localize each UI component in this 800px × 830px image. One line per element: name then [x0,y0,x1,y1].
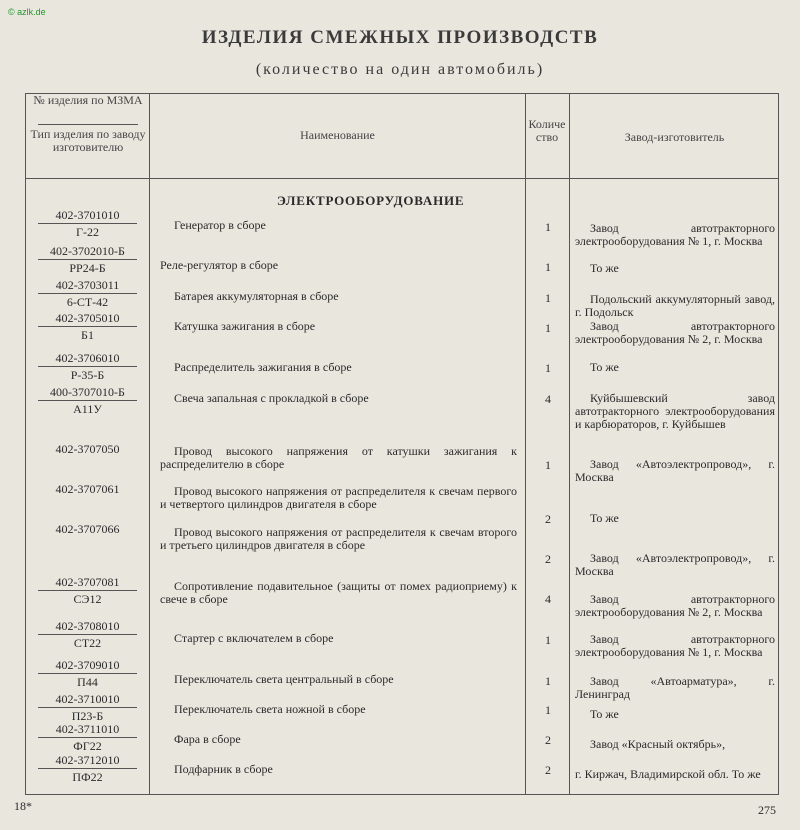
item-qty: 1 [545,220,551,234]
header-maker: Завод-изготовитель [624,130,725,144]
column-divider [569,93,570,795]
section-heading: ЭЛЕКТРООБОРУДОВАНИЕ [277,193,465,208]
item-maker: Завод «Автоэлектропровод», г. Москва [575,551,775,578]
item-qty: 1 [545,321,551,335]
item-name: Стартер с включателем в сборе [174,631,334,645]
item-name: Свеча запальная с прокладкой в сборе [174,391,369,405]
item-qty: 1 [545,633,551,647]
table-row: 402-3710010 П23-Б [30,692,145,723]
table-row: 402-3707081 СЭ12 [30,575,145,606]
table-row: 400-3707010-Б А11У [30,385,145,416]
column-divider [525,93,526,795]
item-qty: 1 [545,361,551,375]
table-row: 402-3702010-Б РР24-Б [30,244,145,275]
item-maker: То же [590,261,619,275]
item-qty: 1 [545,703,551,717]
item-maker: То же [590,707,619,721]
item-name: Катушка зажигания в сборе [174,319,316,333]
table-row: 402-3703011 6-СТ-42 [30,278,145,309]
item-qty: 4 [545,392,551,406]
item-name: Батарея аккумуляторная в сборе [174,289,339,303]
table-row: 402-3708010 СТ22 [30,619,145,650]
item-name: Подфарник в сборе [174,762,273,776]
item-qty: 1 [545,291,551,305]
table-row: 402-3707061 [55,482,120,496]
item-maker: Завод автотракторного электрооборудования № 1, г. Москва [575,632,775,659]
item-qty: 1 [545,458,551,472]
item-name: Распределитель зажигания в сборе [174,360,352,374]
header-type: Тип изделия по заводу изготовителю [30,127,146,154]
table-row: 402-3711010 ФГ22 [30,722,145,753]
item-qty: 4 [545,592,551,606]
header-name: Наименование [300,128,375,142]
table-row: 402-3709010 П44 [30,658,145,689]
item-maker: Завод автотракторного электрооборудования № 2, г. Москва [575,592,775,619]
item-name: Генератор в сборе [174,218,266,232]
header-divider [25,178,779,179]
watermark: © azlk.de [8,7,46,17]
footer-signature: 18* [14,799,32,813]
item-maker: Завод автотракторного электрооборудования № 2, г. Москва [575,319,775,346]
item-qty: 2 [545,763,551,777]
item-qty: 2 [545,512,551,526]
item-name: Сопротивление подавительное (защиты от помех радиоприему) к свече в сборе [160,579,517,606]
item-qty: 1 [545,674,551,688]
item-qty: 2 [545,552,551,566]
page-number: 275 [758,803,776,817]
item-maker: Куйбышевский завод автотракторного электрооборудования и карбюраторов, г. Куйбышев [575,391,775,431]
item-qty: 2 [545,733,551,747]
table-row: 402-3705010 Б1 [30,311,145,342]
header-subdivider [38,124,138,125]
item-maker: То же [590,360,619,374]
table-row: 402-3707066 [55,522,120,536]
header-qty: Количество [528,117,566,144]
item-maker: Завод «Автоэлектропровод», г. Москва [575,457,775,484]
page-subtitle: (количество на один автомобиль) [255,61,545,78]
item-name: Провод высокого напряжения от распределителя к свечам второго и третьего цилиндров двигателя в сборе [160,525,517,552]
table-row: 402-3706010 Р-35-Б [30,351,145,382]
table-row: 402-3701010 Г-22 [30,208,145,239]
item-maker: Подольский аккумуляторный завод, г. Подольск [575,292,775,319]
item-name: Фара в сборе [174,732,241,746]
item-maker: То же [590,511,619,525]
item-maker: г. Киржач, Владимирской обл. То же [575,767,761,781]
item-name: Провод высокого напряжения от катушки зажигания к распределителю в сборе [160,444,517,471]
item-name: Переключатель света ножной в сборе [174,702,366,716]
item-name: Провод высокого напряжения от распределителя к свечам первого и четвертого цилиндров двигателя в сборе [160,484,517,511]
header-code: № изделия по МЗМА [33,93,143,107]
item-name: Реле-регулятор в сборе [160,258,279,272]
table-row: 402-3712010 ПФ22 [30,753,145,784]
item-maker: Завод «Красный октябрь», [590,737,726,751]
item-maker: Завод автотракторного электрооборудования № 1, г. Москва [575,221,775,248]
item-qty: 1 [545,260,551,274]
item-name: Переключатель света центральный в сборе [174,672,394,686]
page-title: ИЗДЕЛИЯ СМЕЖНЫХ ПРОИЗВОДСТВ [201,27,599,48]
table-row: 402-3707050 [55,442,120,456]
item-maker: Завод «Автоарматура», г. Ленинград [575,674,775,701]
column-divider [149,93,150,795]
